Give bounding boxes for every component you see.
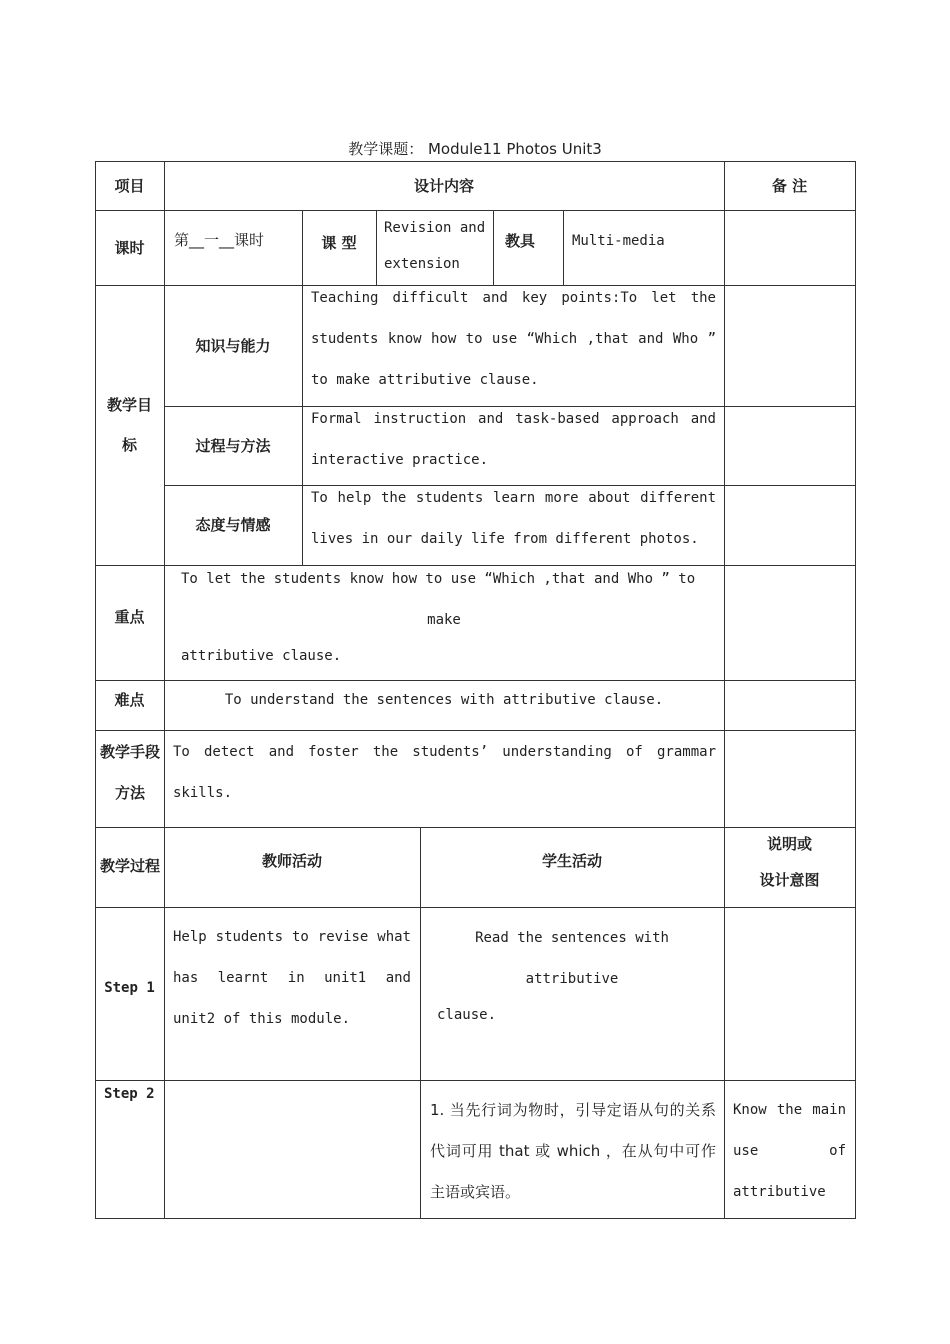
key-point-line2: make xyxy=(427,612,461,628)
objectives-label: 教学目标 xyxy=(106,396,152,454)
step1-student-line2: attributive xyxy=(525,971,619,987)
process-method-text: Formal instruction and task-based approach and interactive practice. xyxy=(311,411,716,468)
step1-student-line1: Read the sentences with xyxy=(475,930,669,946)
step2-label: Step 2 xyxy=(104,1086,155,1102)
period-label: 课时 xyxy=(114,238,145,257)
knowledge-label: 知识与能力 xyxy=(195,336,271,355)
teaching-method-text: To detect and foster the students’ understanding of grammar skills. xyxy=(173,744,716,801)
period-value: 第__一__课时 xyxy=(174,231,265,249)
knowledge-text: Teaching difficult and key points:To let the students know how to use “Which ,that and Who ” to make attributive clause. xyxy=(311,290,716,388)
key-point-line1: To let the students know how to use “Which ,that and Who ” to xyxy=(181,571,696,587)
student-activity-header: 学生活动 xyxy=(541,852,602,870)
note-header-line1: 说明或 xyxy=(766,835,812,853)
step1-student-line3: clause. xyxy=(437,1007,497,1023)
lesson-title: 教学课题： Module11 Photos Unit3 xyxy=(348,140,602,158)
teaching-method-label: 教学手段方法 xyxy=(100,743,161,802)
teacher-activity-header: 教师活动 xyxy=(261,852,322,870)
teaching-tools-label: 教具 xyxy=(504,232,535,250)
attitude-text: To help the students learn more about different lives in our daily life from different photos. xyxy=(311,490,716,547)
step2-student-activity: 1. 当先行词为物时，引导定语从句的关系代词可用 that 或 which ，在从句中可作主语或宾语。 xyxy=(430,1101,716,1201)
difficult-point-label: 难点 xyxy=(114,691,145,709)
header-design-content: 设计内容 xyxy=(413,176,474,195)
step2-note: Know the main use of attributive xyxy=(733,1102,846,1200)
header-note: 备 注 xyxy=(771,176,808,195)
step1-label: Step 1 xyxy=(104,979,155,996)
header-item: 项目 xyxy=(114,176,145,195)
lesson-type-label: 课 型 xyxy=(321,233,357,252)
key-point-line3: attributive clause. xyxy=(181,648,342,664)
key-point-label: 重点 xyxy=(114,607,145,626)
lesson-type-value: Revision and extension xyxy=(384,220,486,272)
difficult-point-text: To understand the sentences with attributive clause. xyxy=(224,692,664,708)
attitude-label: 态度与情感 xyxy=(195,516,271,534)
note-header-line2: 设计意图 xyxy=(759,871,820,889)
teaching-process-label: 教学过程 xyxy=(100,856,161,875)
step1-teacher-activity: Help students to revise what has learnt in unit1 and unit2 of this module. xyxy=(173,929,411,1027)
process-method-label: 过程与方法 xyxy=(195,436,271,455)
teaching-tools-value: Multi-media xyxy=(572,233,665,249)
